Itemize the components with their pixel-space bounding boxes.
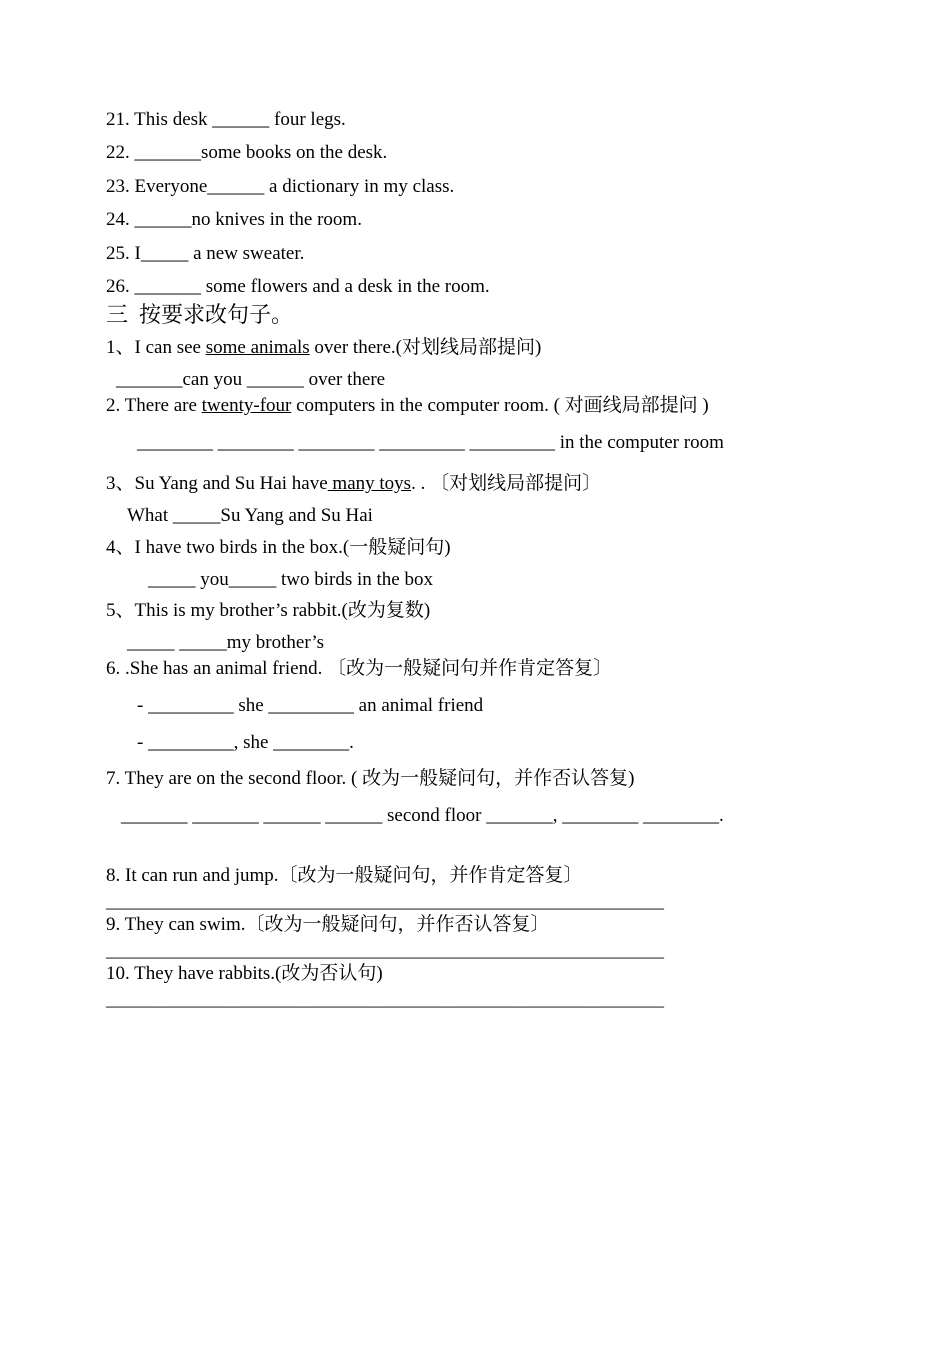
exercise-22: 22. _______some books on the desk. — [106, 142, 388, 163]
exercise-24: 24. ______no knives in the room. — [106, 209, 362, 230]
answer-5: _____ _____my brother’s — [127, 632, 325, 653]
answer-10-line: ______________________________________________________________ — [106, 989, 664, 1009]
question-3: 3、Su Yang and Su Hai have many toys. . 〔对划线局部提问〕 — [106, 473, 602, 494]
question-5: 5、This is my brother’s rabbit.(改为复数) — [106, 600, 431, 621]
underlined-phrase: many toys — [327, 473, 412, 494]
question-4: 4、I have two birds in the box.(一般疑问句) — [106, 537, 451, 558]
answer-1: _______can you ______ over there — [116, 369, 386, 390]
underlined-phrase: some animals — [205, 337, 310, 358]
underlined-phrase: twenty-four — [201, 395, 292, 416]
question-7: 7. They are on the second floor. ( 改为一般疑问句，并作否认答复) — [106, 768, 635, 789]
answer-8-line: ______________________________________________________________ — [106, 891, 664, 911]
exercise-26: 26. _______ some flowers and a desk in the room. — [106, 276, 490, 297]
answer-4: _____ you_____ two birds in the box — [148, 569, 433, 590]
answer-7: _______ _______ ______ ______ second floor _______, ________ ________. — [121, 805, 724, 826]
answer-3: What _____Su Yang and Su Hai — [127, 505, 373, 526]
question-1: 1、I can see some animals over there.(对划线局部提问) — [106, 337, 542, 358]
answer-6b: - _________, she ________. — [137, 732, 354, 753]
exercise-21: 21. This desk ______ four legs. — [106, 109, 346, 130]
exercise-23: 23. Everyone______ a dictionary in my class. — [106, 176, 455, 197]
section-three-title: 三 按要求改句子。 — [106, 302, 294, 327]
question-6: 6. .She has an animal friend. 〔改为一般疑问句并作肯定答复〕 — [106, 658, 613, 679]
question-9: 9. They can swim.〔改为一般疑问句，并作否认答复〕 — [106, 914, 550, 935]
answer-9-line: ______________________________________________________________ — [106, 940, 664, 960]
question-10: 10. They have rabbits.(改为否认句) — [106, 963, 383, 984]
answer-6a: - _________ she _________ an animal friend — [137, 695, 484, 716]
exercise-25: 25. I_____ a new sweater. — [106, 243, 305, 264]
question-2: 2. There are twenty-four computers in the computer room. ( 对画线局部提问 ) — [106, 395, 709, 416]
question-8: 8. It can run and jump.〔改为一般疑问句，并作肯定答复〕 — [106, 865, 583, 886]
answer-2: ________ ________ ________ _________ _________ in the computer room — [137, 432, 724, 453]
